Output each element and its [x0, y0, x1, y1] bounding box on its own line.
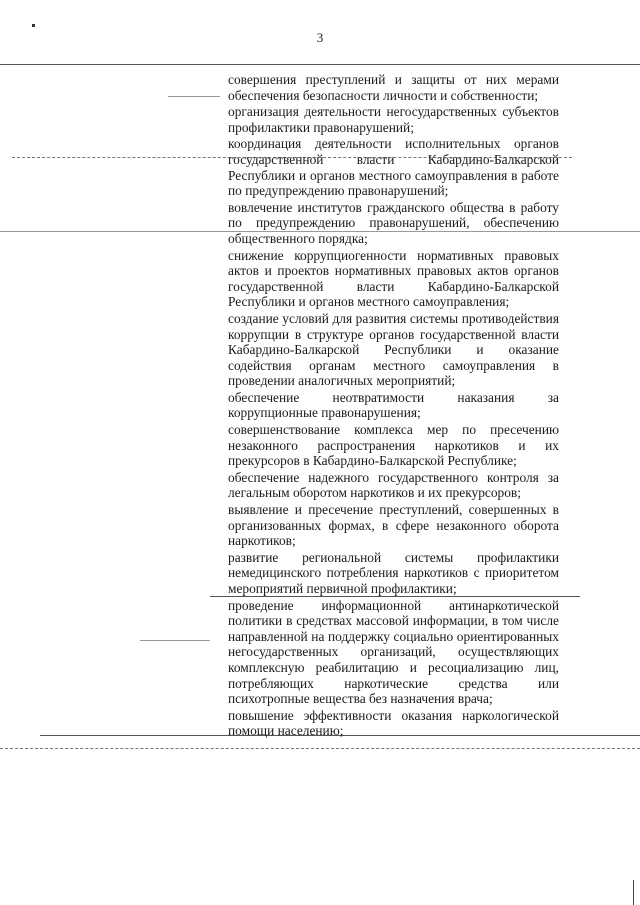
document-body — [228, 72, 559, 740]
scan-speck — [32, 24, 35, 27]
list-item: организация деятельности негосударственных субъектов профилактики правонарушений; — [228, 104, 559, 135]
scan-line — [0, 748, 640, 749]
list-item: снижение коррупциогенности нормативных правовых актов и проектов нормативных правовых актов органов государственной власти Кабардино-Балкарской Республики и органов местного самоуправления; — [228, 247, 559, 310]
list-item: обеспечение надежного государственного контроля за легальным оборотом наркотиков и их прекурсоров; — [228, 469, 559, 501]
list-item: обеспечение неотвратимости наказания за коррупционные правонарушения; — [228, 389, 559, 421]
list-item: развитие региональной системы профилактики немедицинского потребления наркотиков с приоритетом мероприятий первичной профилактики; — [228, 549, 559, 596]
list-item: повышение эффективности оказания наркологической помощи населению; — [228, 707, 559, 739]
list-item: совершения преступлений и защиты от них мерами обеспечения безопасности личности и собственности; — [228, 72, 559, 103]
page-number: 3 — [316, 30, 324, 45]
list-item: создание условий для развития системы противодействия коррупции в структуре органов государственной власти Кабардино-Балкарской Республики и оказание содействия органам местного самоуправления в проведении аналогичных мероприятий; — [228, 310, 559, 389]
scan-line — [140, 640, 210, 641]
list-item: координация деятельности исполнительных органов государственной власти Кабардино-Балкарской Республики и органов местного самоуправления в работе по предупреждению правонарушений; — [228, 136, 559, 199]
scan-line — [0, 64, 640, 65]
scan-edge-mark — [633, 880, 634, 905]
scan-line — [168, 96, 220, 97]
list-item: выявление и пресечение преступлений, совершенных в организованных формах, в сфере незаконного оборота наркотиков; — [228, 502, 559, 549]
list-item: вовлечение институтов гражданского общества в работу по предупреждению правонарушений, обеспечению общественного порядка; — [228, 199, 559, 246]
list-item: проведение информационной антинаркотической политики в средствах массовой информации, в том числе направленной на поддержку социально ориентированных негосударственных организаций, осуществляющих комплексную реабилитацию и ресоциализацию лиц, потребляющих наркотические средства или психотропные вещества без назначения врача; — [228, 597, 559, 707]
list-item: совершенствование комплекса мер по пресечению незаконного распространения наркотиков и их прекурсоров в Кабардино-Балкарской Республике; — [228, 422, 559, 469]
